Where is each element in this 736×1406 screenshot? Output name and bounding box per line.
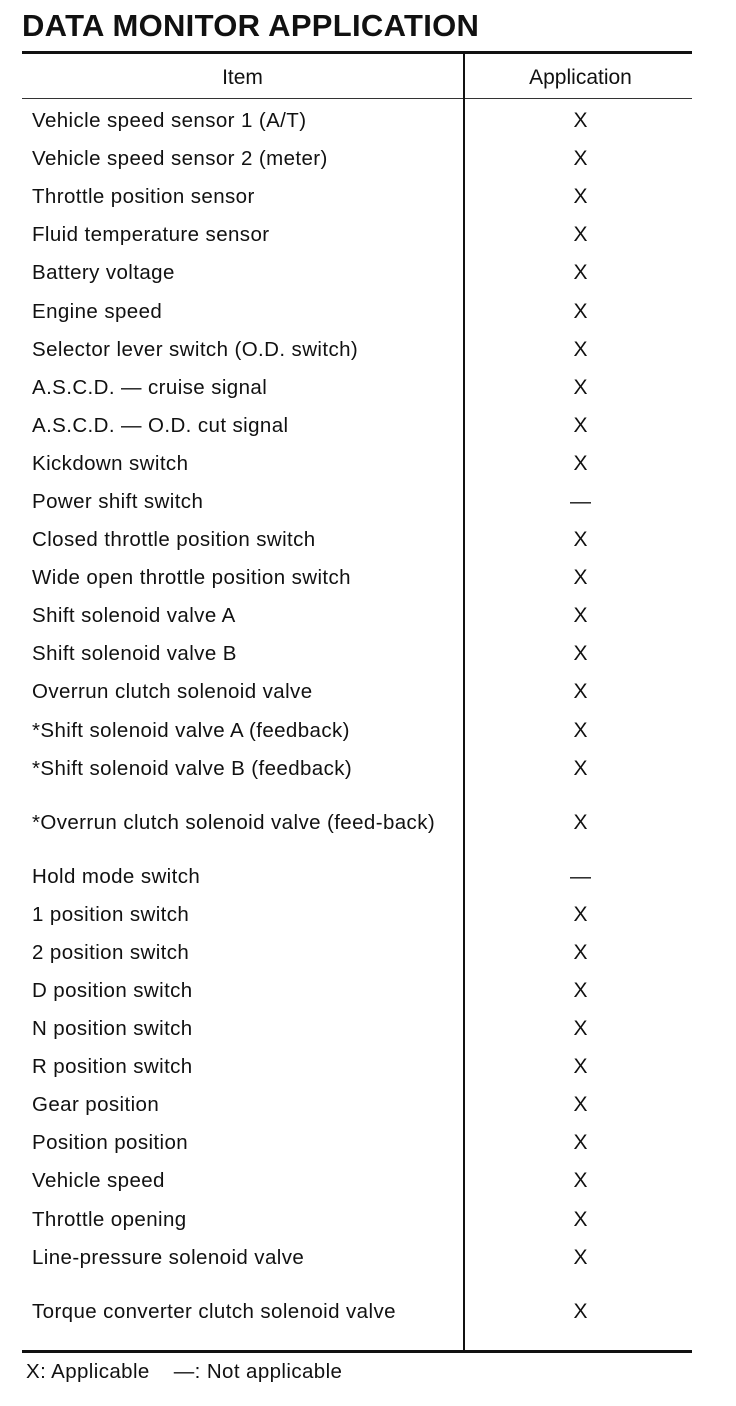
- item-cell: A.S.C.D. — O.D. cut signal: [32, 413, 289, 437]
- application-cell: X: [573, 1207, 588, 1231]
- table-row: [22, 140, 692, 178]
- item-cell: Vehicle speed sensor 1 (A/T): [32, 109, 307, 133]
- application-cell: X: [573, 528, 588, 552]
- item-cell: Fluid temperature sensor: [32, 223, 270, 247]
- table-row: [22, 254, 692, 292]
- application-cell: X: [573, 718, 588, 742]
- application-cell: X: [573, 109, 588, 133]
- page-title: DATA MONITOR APPLICATION: [22, 8, 480, 43]
- item-cell: A.S.C.D. — cruise signal: [32, 375, 268, 399]
- item-cell: D position switch: [32, 979, 193, 1003]
- item-cell: Vehicle speed: [32, 1169, 165, 1193]
- application-cell: X: [573, 1131, 588, 1155]
- application-cell: X: [573, 680, 588, 704]
- application-cell: X: [573, 642, 588, 666]
- item-cell: Throttle position sensor: [32, 185, 255, 209]
- application-cell: X: [573, 147, 588, 171]
- header-application: Application: [529, 66, 632, 89]
- table-row: [22, 216, 692, 254]
- table-row: [22, 178, 692, 216]
- item-cell: Position position: [32, 1131, 189, 1155]
- application-cell: X: [573, 299, 588, 323]
- application-cell: X: [573, 1169, 588, 1193]
- item-cell: *Shift solenoid valve B (feedback): [32, 756, 353, 780]
- table-row: [22, 858, 692, 896]
- item-cell: *Overrun clutch solenoid valve (feed-back): [32, 810, 436, 834]
- table-row: [22, 331, 692, 369]
- table-row: [22, 445, 692, 483]
- table-row: [22, 1277, 692, 1347]
- application-cell: X: [573, 1017, 588, 1041]
- item-cell: Shift solenoid valve B: [32, 642, 237, 666]
- application-cell: X: [573, 566, 588, 590]
- column-divider: [463, 54, 465, 1350]
- table-row: [22, 673, 692, 711]
- table-row: [22, 896, 692, 934]
- legend-applicable: X: Applicable: [26, 1360, 150, 1383]
- item-cell: Power shift switch: [32, 489, 204, 513]
- table-row: [22, 102, 692, 140]
- item-cell: Gear position: [32, 1093, 160, 1117]
- table-body: [22, 99, 692, 1350]
- table-row: [22, 597, 692, 635]
- table-row: [22, 483, 692, 521]
- table-row: [22, 369, 692, 407]
- table-row: [22, 788, 692, 858]
- legend-not-applicable: —: Not applicable: [173, 1360, 343, 1383]
- table-row: [22, 972, 692, 1010]
- item-cell: 1 position switch: [32, 902, 190, 926]
- legend: [26, 1360, 342, 1384]
- table-row: [22, 559, 692, 597]
- application-cell: X: [573, 451, 588, 475]
- header-item: Item: [222, 66, 263, 89]
- application-cell: X: [573, 756, 588, 780]
- item-cell: Closed throttle position switch: [32, 528, 316, 552]
- item-cell: Vehicle speed sensor 2 (meter): [32, 147, 328, 171]
- application-cell: —: [570, 864, 591, 888]
- item-cell: Wide open throttle position switch: [32, 566, 351, 590]
- table-row: [22, 1010, 692, 1048]
- table-row: [22, 1048, 692, 1086]
- table-header: [22, 54, 692, 99]
- table-row: [22, 292, 692, 330]
- application-cell: X: [573, 1245, 588, 1269]
- application-cell: X: [573, 810, 588, 834]
- item-cell: Throttle opening: [32, 1207, 187, 1231]
- table-row: [22, 750, 692, 788]
- table-row: [22, 1239, 692, 1277]
- table-row: [22, 407, 692, 445]
- table-row: [22, 1162, 692, 1200]
- item-cell: Hold mode switch: [32, 864, 201, 888]
- table-row: [22, 635, 692, 673]
- application-cell: X: [573, 185, 588, 209]
- item-cell: Shift solenoid valve A: [32, 604, 236, 628]
- item-cell: Selector lever switch (O.D. switch): [32, 337, 359, 361]
- table-row: [22, 934, 692, 972]
- application-cell: X: [573, 1299, 588, 1323]
- application-cell: X: [573, 902, 588, 926]
- application-cell: X: [573, 1055, 588, 1079]
- item-cell: Overrun clutch solenoid valve: [32, 680, 313, 704]
- application-cell: X: [573, 375, 588, 399]
- application-cell: X: [573, 413, 588, 437]
- item-cell: Line-pressure solenoid valve: [32, 1245, 305, 1269]
- table-row: [22, 712, 692, 750]
- table-row: [22, 1201, 692, 1239]
- application-cell: X: [573, 261, 588, 285]
- application-cell: X: [573, 223, 588, 247]
- application-cell: X: [573, 604, 588, 628]
- item-cell: N position switch: [32, 1017, 193, 1041]
- item-cell: Torque converter clutch solenoid valve: [32, 1299, 396, 1323]
- application-cell: X: [573, 940, 588, 964]
- application-cell: X: [573, 337, 588, 361]
- item-cell: 2 position switch: [32, 940, 190, 964]
- application-cell: X: [573, 979, 588, 1003]
- application-cell: —: [570, 489, 591, 513]
- item-cell: *Shift solenoid valve A (feedback): [32, 718, 350, 742]
- data-monitor-table: [22, 51, 692, 1353]
- item-cell: R position switch: [32, 1055, 193, 1079]
- table-row: [22, 1124, 692, 1162]
- application-cell: X: [573, 1093, 588, 1117]
- table-row: [22, 1086, 692, 1124]
- item-cell: Kickdown switch: [32, 451, 189, 475]
- item-cell: Battery voltage: [32, 261, 175, 285]
- table-row: [22, 521, 692, 559]
- item-cell: Engine speed: [32, 299, 163, 323]
